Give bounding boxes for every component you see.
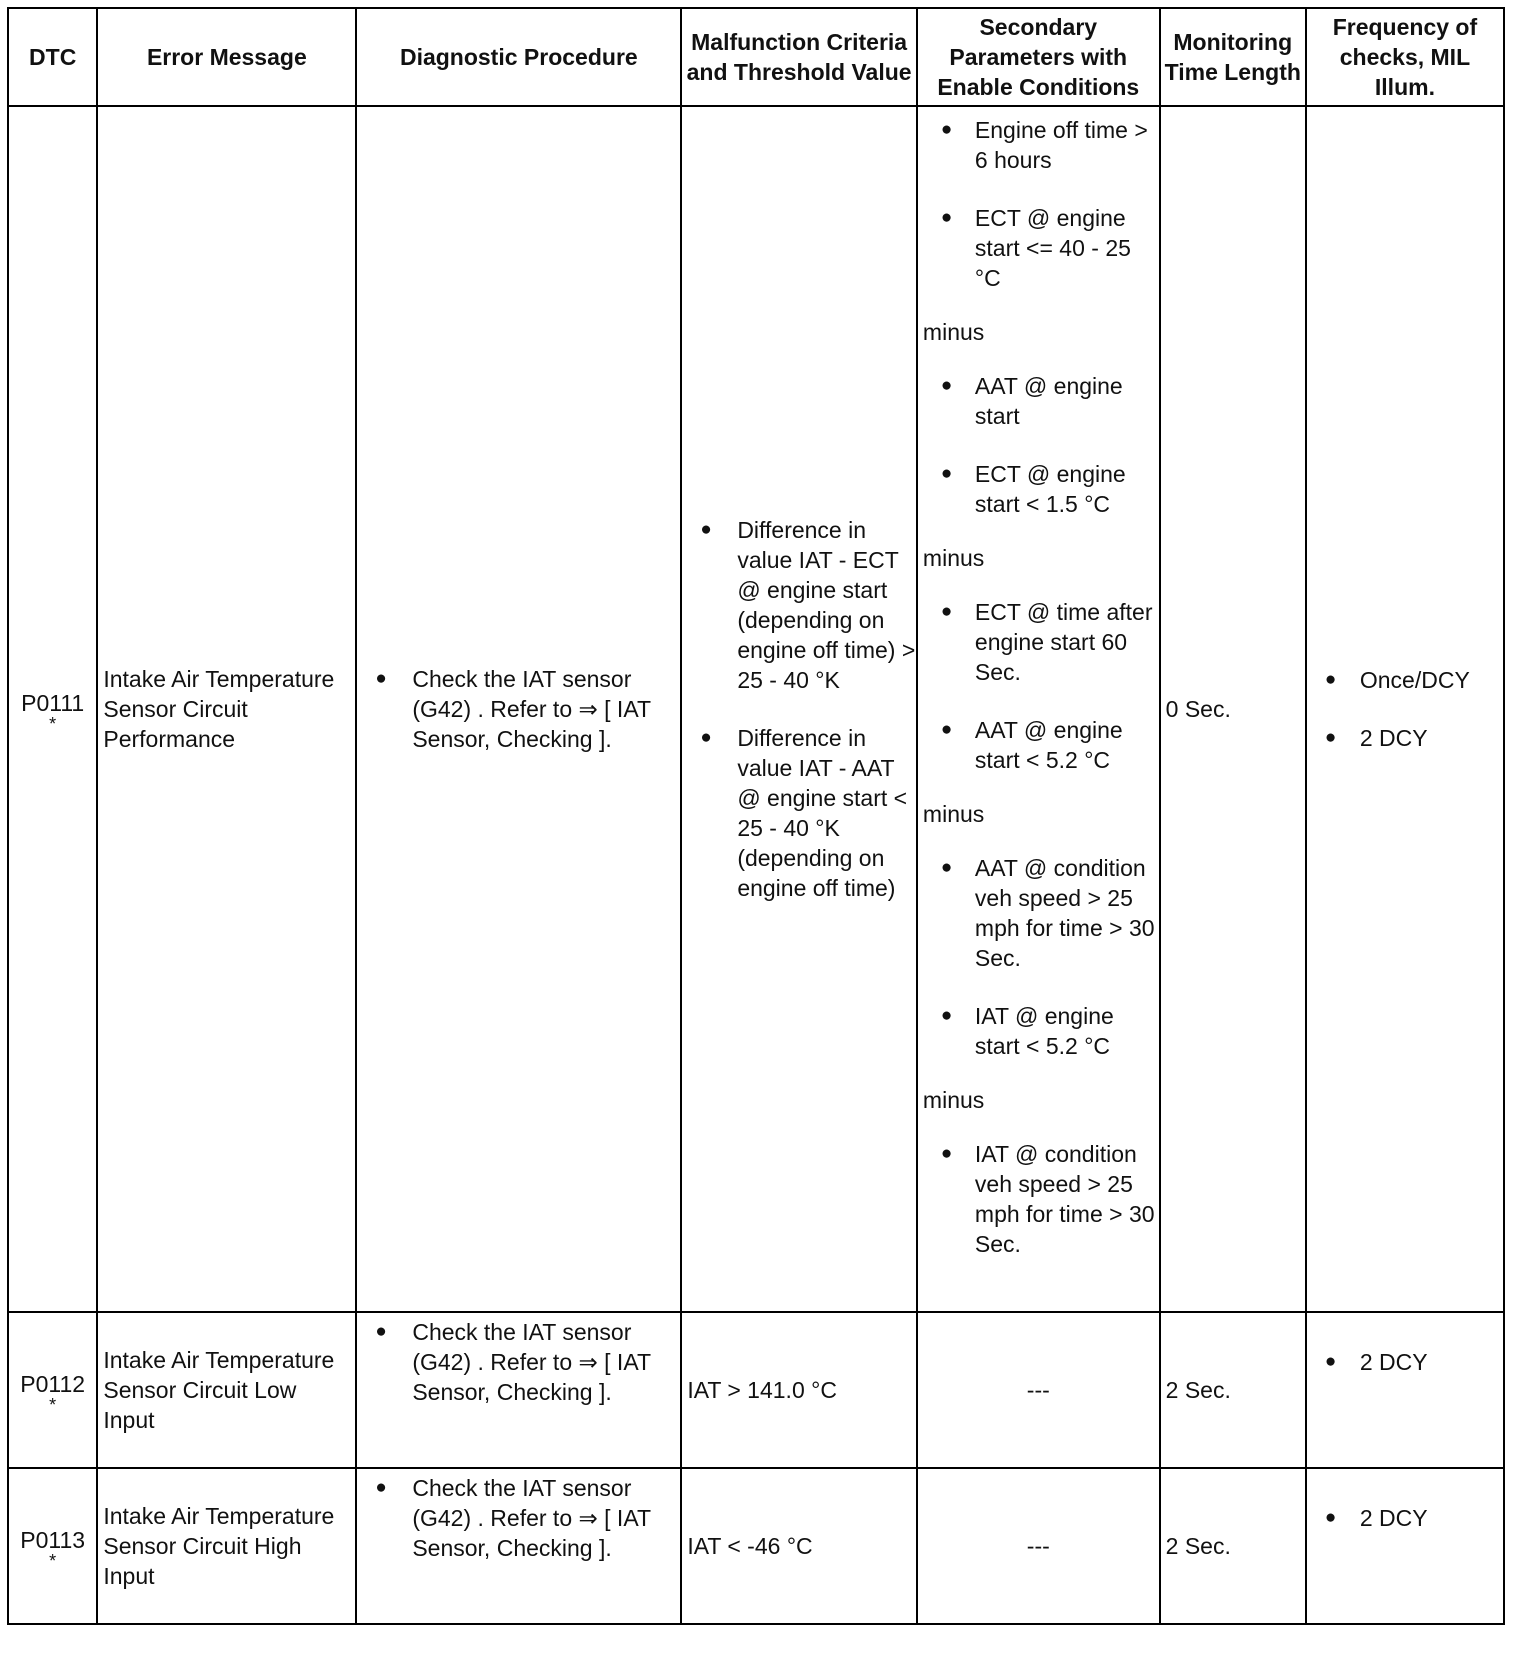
dtc-code-cell: [8, 1312, 97, 1468]
error-message: Intake Air Temperature Sensor Circuit Low Input: [97, 1312, 356, 1468]
secondary-minus-label: minus: [922, 1087, 985, 1113]
dtc-code: P0113: [20, 1527, 86, 1553]
diagnostic-procedure-cell: [356, 1468, 681, 1624]
criteria-bullet: ● Difference in value IAT - ECT @ engine start (depending on engine off time) > 25 - 40 °K: [682, 515, 916, 695]
dtc-table: [7, 7, 1505, 1625]
header-dtc: DTC: [8, 8, 97, 106]
frequency-bullet: ● 2 DCY: [1307, 1503, 1503, 1533]
monitoring-time: 2 Sec.: [1160, 1312, 1306, 1468]
secondary-minus-label: minus: [922, 801, 985, 827]
monitoring-time: 2 Sec.: [1160, 1468, 1306, 1624]
secondary-minus-label: minus: [922, 545, 985, 571]
secondary-bullet: ● AAT @ engine start < 5.2 °C: [923, 715, 1157, 775]
header-row: [8, 8, 1504, 106]
frequency-cell: [1306, 106, 1504, 1312]
malfunction-criteria-cell: [681, 106, 917, 1312]
header-malfunction-criteria: Malfunction Criteria and Threshold Value: [681, 8, 917, 106]
error-message: Intake Air Temperature Sensor Circuit Performance: [97, 106, 356, 1312]
monitoring-time: 0 Sec.: [1160, 106, 1306, 1312]
secondary-bullet: ● IAT @ engine start < 5.2 °C: [923, 1001, 1157, 1061]
secondary-bullet: ● ECT @ engine start <= 40 - 25 °C: [923, 203, 1157, 293]
dtc-code: P0111: [21, 690, 85, 716]
secondary-parameters: ---: [917, 1312, 1160, 1468]
secondary-bullet: ● AAT @ condition veh speed > 25 mph for time > 30 Sec.: [923, 853, 1157, 973]
table-row: [8, 1312, 1504, 1468]
procedure-bullet: ● Check the IAT sensor (G42) . Refer to ⇒ [ IAT Sensor, Checking ].: [357, 664, 680, 754]
criteria-bullet: ● Difference in value IAT - AAT @ engine start < 25 - 40 °K (depending on engine off time): [682, 723, 916, 903]
header-frequency: Frequency of checks, MIL Illum.: [1306, 8, 1504, 106]
error-message: Intake Air Temperature Sensor Circuit High Input: [97, 1468, 356, 1624]
header-error-message: Error Message: [97, 8, 356, 106]
procedure-bullet: ● Check the IAT sensor (G42) . Refer to ⇒ [ IAT Sensor, Checking ].: [357, 1473, 680, 1563]
malfunction-criteria: IAT < -46 °C: [681, 1468, 917, 1624]
diagnostic-procedure-cell: [356, 106, 681, 1312]
secondary-parameters: ---: [917, 1468, 1160, 1624]
header-monitoring-time: Monitoring Time Length: [1160, 8, 1306, 106]
secondary-bullet: ● IAT @ condition veh speed > 25 mph for time > 30 Sec.: [923, 1139, 1157, 1259]
dtc-code-cell: [8, 1468, 97, 1624]
frequency-bullet: ● 2 DCY: [1307, 1347, 1503, 1377]
secondary-minus-label: minus: [922, 319, 985, 345]
dtc-code: P0112: [20, 1371, 86, 1397]
frequency-cell: [1306, 1468, 1504, 1624]
secondary-bullet: ● ECT @ engine start < 1.5 °C: [923, 459, 1157, 519]
dtc-footnote-star: *: [49, 1551, 57, 1571]
frequency-bullet: ● 2 DCY: [1307, 723, 1503, 753]
frequency-bullet: ● Once/DCY: [1307, 665, 1503, 695]
header-diagnostic-procedure: Diagnostic Procedure: [356, 8, 681, 106]
dtc-code-cell: [8, 106, 97, 1312]
secondary-bullet: ● ECT @ time after engine start 60 Sec.: [923, 597, 1157, 687]
header-secondary-parameters: Secondary Parameters with Enable Conditions: [917, 8, 1160, 106]
frequency-cell: [1306, 1312, 1504, 1468]
secondary-parameters-cell: [917, 106, 1160, 1312]
malfunction-criteria: IAT > 141.0 °C: [681, 1312, 917, 1468]
procedure-bullet: ● Check the IAT sensor (G42) . Refer to ⇒ [ IAT Sensor, Checking ].: [357, 1317, 680, 1407]
secondary-bullet: ● Engine off time > 6 hours: [923, 115, 1157, 175]
table-row: [8, 1468, 1504, 1624]
diagnostic-procedure-cell: [356, 1312, 681, 1468]
secondary-bullet: ● AAT @ engine start: [923, 371, 1157, 431]
dtc-footnote-star: *: [49, 714, 57, 734]
dtc-footnote-star: *: [49, 1395, 57, 1415]
table-row: [8, 106, 1504, 1312]
